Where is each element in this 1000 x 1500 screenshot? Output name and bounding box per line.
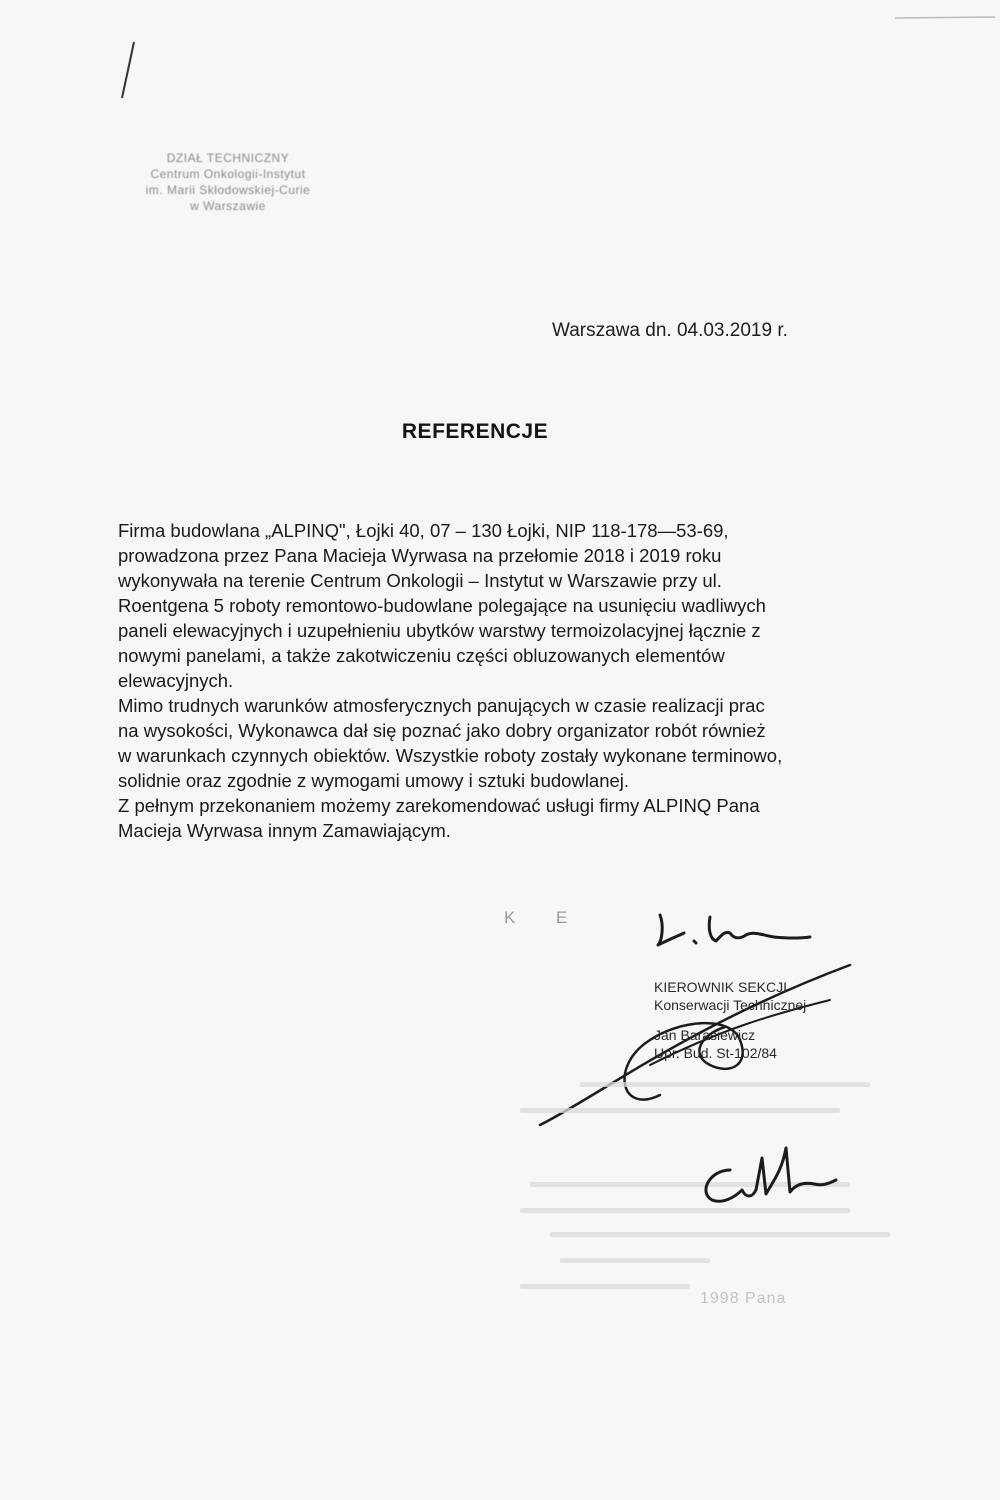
- faded-line: [550, 1232, 890, 1237]
- body-line: Firma budowlana „ALPINQ", Łojki 40, 07 – 130 Łojki, NIP 118-178—53-69,: [118, 520, 729, 541]
- signature-bottom: [690, 1140, 840, 1220]
- stamp-line: w Warszawie: [190, 199, 266, 213]
- scan-edge-mark: [895, 14, 995, 22]
- body-line: prowadzona przez Pana Macieja Wyrwasa na przełomie 2018 i 2019 roku: [118, 545, 722, 566]
- signature-top: [650, 905, 820, 955]
- body-line: Roentgena 5 roboty remontowo-budowlane polegające na usunięciu wadliwych: [118, 595, 766, 616]
- faded-line: [580, 1082, 870, 1087]
- section-stamp-line: Upr. Bud. St-102/84: [654, 1045, 777, 1061]
- section-stamp-line: KIEROWNIK SEKCJI: [654, 979, 788, 995]
- body-line: Z pełnym przekonaniem możemy zarekomendować usługi firmy ALPINQ Pana: [118, 795, 760, 816]
- pen-stroke-mark: [118, 40, 138, 100]
- document-date: Warszawa dn. 04.03.2019 r.: [552, 320, 788, 341]
- body-line: elewacyjnych.: [118, 670, 234, 691]
- body-line: Macieja Wyrwasa innym Zamawiającym.: [118, 820, 451, 841]
- body-line: wykonywała na terenie Centrum Onkologii – Instytut w Warszawie przy ul.: [118, 570, 722, 591]
- body-line: nowymi panelami, a także zakotwiczeniu części obluzowanych elementów: [118, 645, 725, 666]
- department-stamp: [108, 150, 348, 214]
- faded-stamp-text: 1998 Pana: [700, 1290, 787, 1307]
- faint-stamp-letters: K E: [504, 908, 586, 927]
- body-line: solidnie oraz zgodnie z wymogami umowy i sztuki budowlanej.: [118, 770, 630, 791]
- section-head-stamp: [654, 978, 806, 1062]
- document-title: REFERENCJE: [401, 420, 549, 443]
- faded-line: [520, 1108, 840, 1113]
- body-line: Mimo trudnych warunków atmosferycznych panujących w czasie realizacji prac: [118, 695, 765, 716]
- reference-body: [118, 518, 878, 843]
- faded-line: [560, 1258, 710, 1263]
- stamp-line: Centrum Onkologii-Instytut: [150, 167, 306, 181]
- stamp-line: im. Marii Skłodowskiej-Curie: [145, 183, 311, 197]
- body-line: paneli elewacyjnych i uzupełnieniu ubytków warstwy termoizolacyjnej łącznie z: [118, 620, 761, 641]
- body-line: w warunkach czynnych obiektów. Wszystkie roboty zostały wykonane terminowo,: [118, 745, 783, 766]
- faded-line: [520, 1284, 690, 1289]
- section-stamp-line: Jan Barasiewicz: [654, 1027, 756, 1043]
- body-line: na wysokości, Wykonawca dał się poznać jako dobry organizator robót również: [118, 720, 766, 741]
- stamp-line: DZIAŁ TECHNICZNY: [166, 151, 290, 165]
- section-stamp-line: Konserwacji Technicznej: [654, 997, 807, 1013]
